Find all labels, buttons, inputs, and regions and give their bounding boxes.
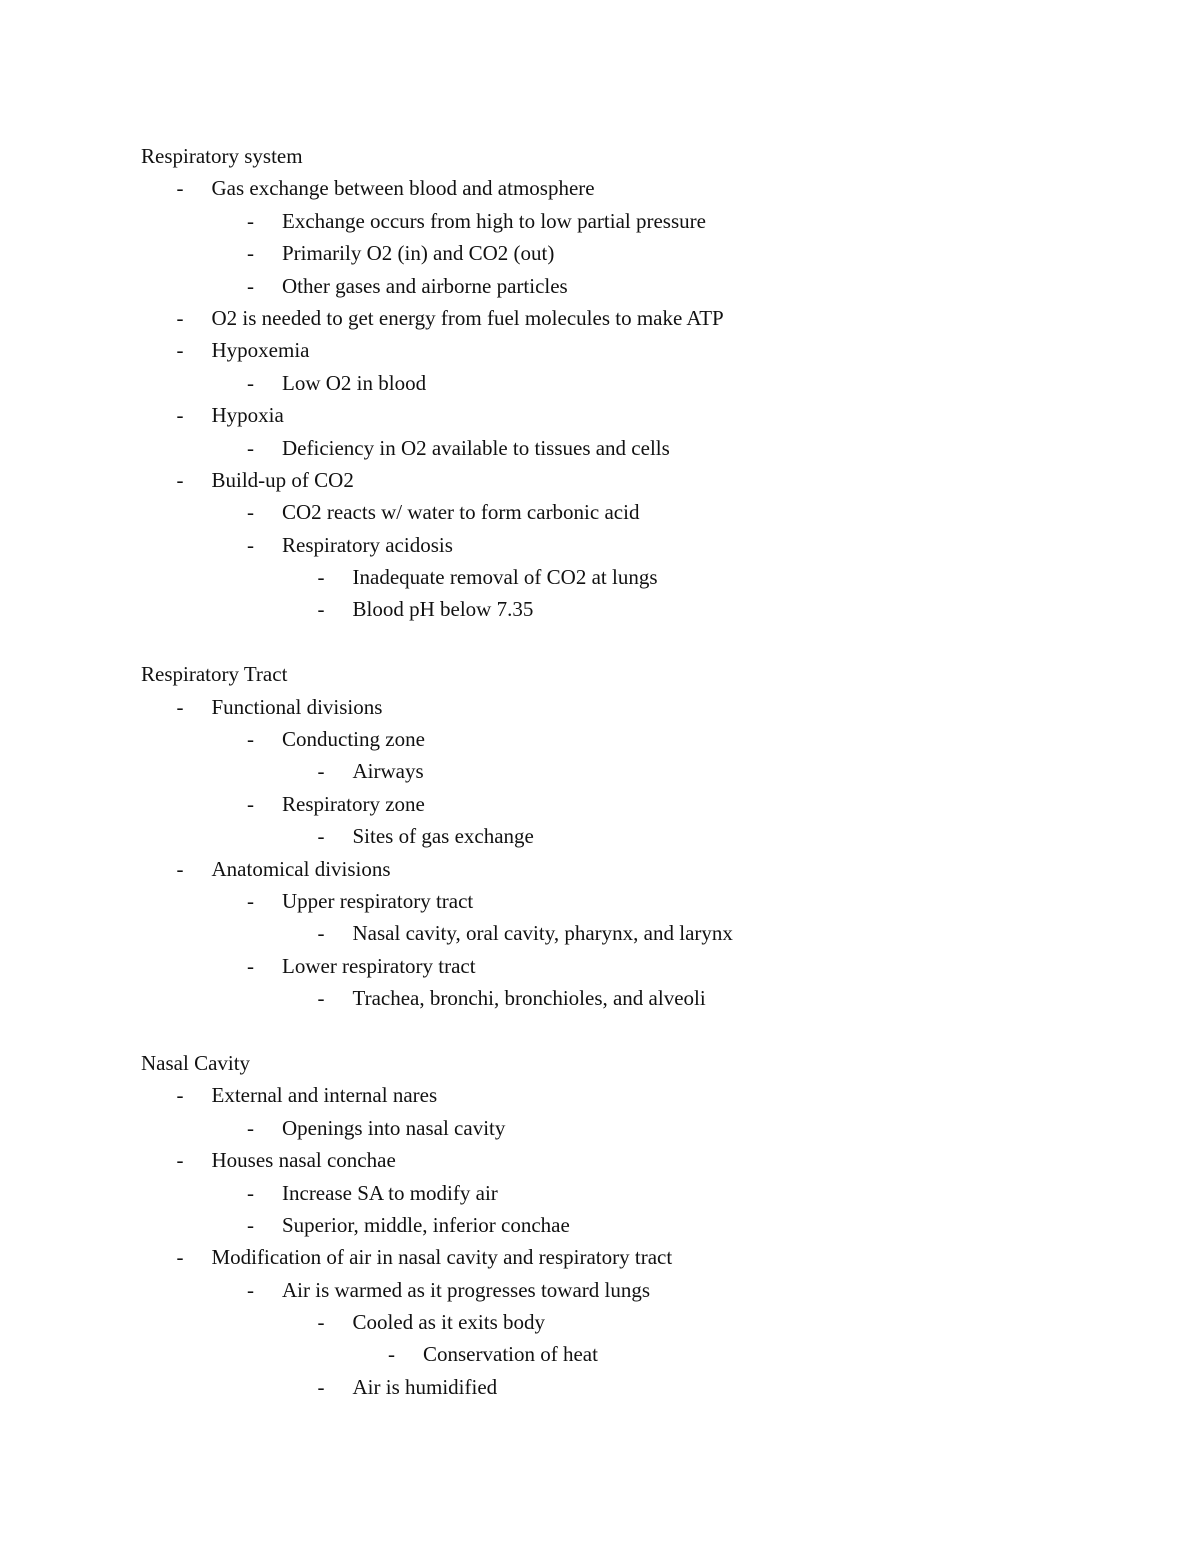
bullet-text: Sites of gas exchange	[352, 824, 534, 849]
bullet-item	[141, 885, 1141, 917]
bullet-item	[141, 367, 1141, 399]
bullet-text: Gas exchange between blood and atmosphere	[211, 176, 595, 201]
outline-section	[141, 140, 1141, 626]
bullet-item	[141, 334, 1141, 366]
bullet-item	[141, 529, 1141, 561]
bullet-text: Conservation of heat	[423, 1342, 598, 1367]
bullet-item	[141, 432, 1141, 464]
bullet-dash: -	[176, 305, 184, 330]
bullet-dash: -	[176, 1148, 184, 1173]
bullet-text: Airways	[352, 759, 424, 784]
bullet-text: Other gases and airborne particles	[282, 273, 568, 298]
bullet-dash: -	[176, 176, 184, 201]
bullet-dash: -	[247, 208, 254, 233]
bullet-dash: -	[317, 759, 325, 784]
bullet-dash: -	[247, 1212, 254, 1237]
bullet-text: Cooled as it exits body	[352, 1310, 545, 1335]
bullet-item	[141, 917, 1141, 949]
bullet-text: Nasal cavity, oral cavity, pharynx, and larynx	[352, 921, 733, 946]
bullet-item	[141, 1338, 1141, 1370]
bullet-text: External and internal nares	[211, 1083, 438, 1108]
bullet-item	[141, 1209, 1141, 1241]
bullet-text: Hypoxia	[211, 403, 284, 428]
section-heading: Respiratory Tract	[141, 662, 288, 687]
bullet-dash: -	[176, 694, 184, 719]
bullet-dash: -	[247, 370, 254, 395]
bullet-item	[141, 1306, 1141, 1338]
bullet-text: Functional divisions	[211, 694, 383, 719]
bullet-item	[141, 755, 1141, 787]
bullet-dash: -	[176, 403, 184, 428]
bullet-dash: -	[176, 1083, 184, 1108]
bullet-dash: -	[247, 1180, 254, 1205]
bullet-text: Anatomical divisions	[211, 856, 391, 881]
bullet-dash: -	[247, 1277, 254, 1302]
bullet-item	[141, 1112, 1141, 1144]
bullet-dash: -	[247, 727, 254, 752]
bullet-dash: -	[247, 1115, 254, 1140]
bullet-item	[141, 464, 1141, 496]
bullet-text: Build-up of CO2	[211, 467, 354, 492]
bullet-item	[141, 270, 1141, 302]
section-heading: Nasal Cavity	[141, 1050, 251, 1075]
bullet-item	[141, 950, 1141, 982]
outline-section	[141, 1047, 1141, 1403]
bullet-item	[141, 172, 1141, 204]
bullet-item	[141, 982, 1141, 1014]
bullet-item	[141, 302, 1141, 334]
bullet-item	[141, 205, 1141, 237]
bullet-item	[141, 593, 1141, 625]
bullet-text: Modification of air in nasal cavity and respiratory tract	[211, 1245, 673, 1270]
bullet-dash: -	[317, 565, 325, 590]
bullet-text: Openings into nasal cavity	[282, 1115, 506, 1140]
bullet-text: Conducting zone	[282, 727, 425, 752]
bullet-dash: -	[247, 532, 254, 557]
bullet-text: Superior, middle, inferior conchae	[282, 1212, 570, 1237]
bullet-text: Increase SA to modify air	[282, 1180, 498, 1205]
bullet-text: O2 is needed to get energy from fuel molecules to make ATP	[211, 305, 724, 330]
bullet-text: Low O2 in blood	[282, 370, 427, 395]
bullet-item	[141, 1241, 1141, 1273]
bullet-dash: -	[317, 1374, 325, 1399]
bullet-item	[141, 723, 1141, 755]
bullet-dash: -	[317, 1310, 325, 1335]
document-body	[141, 140, 1141, 1403]
bullet-dash: -	[388, 1342, 395, 1367]
bullet-dash: -	[176, 467, 184, 492]
bullet-dash: -	[247, 435, 254, 460]
bullet-text: Inadequate removal of CO2 at lungs	[352, 565, 658, 590]
bullet-dash: -	[176, 1245, 184, 1270]
bullet-dash: -	[247, 241, 254, 266]
bullet-item	[141, 788, 1141, 820]
bullet-text: Respiratory zone	[282, 791, 425, 816]
bullet-dash: -	[176, 338, 184, 363]
bullet-text: CO2 reacts w/ water to form carbonic acid	[282, 500, 640, 525]
bullet-dash: -	[247, 500, 254, 525]
bullet-item	[141, 1079, 1141, 1111]
bullet-dash: -	[247, 953, 254, 978]
bullet-item	[141, 1177, 1141, 1209]
bullet-text: Blood pH below 7.35	[352, 597, 534, 622]
bullet-item	[141, 820, 1141, 852]
outline-section	[141, 658, 1141, 1014]
bullet-text: Hypoxemia	[211, 338, 310, 363]
bullet-item	[141, 237, 1141, 269]
bullet-dash: -	[247, 791, 254, 816]
section-heading: Respiratory system	[141, 144, 303, 168]
bullet-text: Exchange occurs from high to low partial pressure	[282, 208, 706, 233]
bullet-item	[141, 853, 1141, 885]
bullet-item	[141, 399, 1141, 431]
bullet-text: Upper respiratory tract	[282, 888, 474, 913]
bullet-text: Lower respiratory tract	[282, 953, 476, 978]
bullet-item	[141, 496, 1141, 528]
bullet-text: Houses nasal conchae	[211, 1148, 396, 1173]
bullet-item	[141, 1371, 1141, 1403]
bullet-dash: -	[247, 273, 254, 298]
bullet-dash: -	[317, 986, 325, 1011]
bullet-dash: -	[317, 824, 325, 849]
bullet-item	[141, 561, 1141, 593]
bullet-text: Respiratory acidosis	[282, 532, 453, 557]
bullet-item	[141, 1274, 1141, 1306]
bullet-dash: -	[176, 856, 184, 881]
bullet-text: Deficiency in O2 available to tissues and cells	[282, 435, 670, 460]
bullet-dash: -	[317, 597, 325, 622]
bullet-text: Air is warmed as it progresses toward lungs	[282, 1277, 651, 1302]
bullet-dash: -	[317, 921, 325, 946]
bullet-item	[141, 1144, 1141, 1176]
bullet-text: Primarily O2 (in) and CO2 (out)	[282, 241, 555, 266]
bullet-text: Trachea, bronchi, bronchioles, and alveoli	[352, 986, 706, 1011]
bullet-text: Air is humidified	[352, 1374, 498, 1399]
bullet-item	[141, 691, 1141, 723]
bullet-dash: -	[247, 888, 254, 913]
